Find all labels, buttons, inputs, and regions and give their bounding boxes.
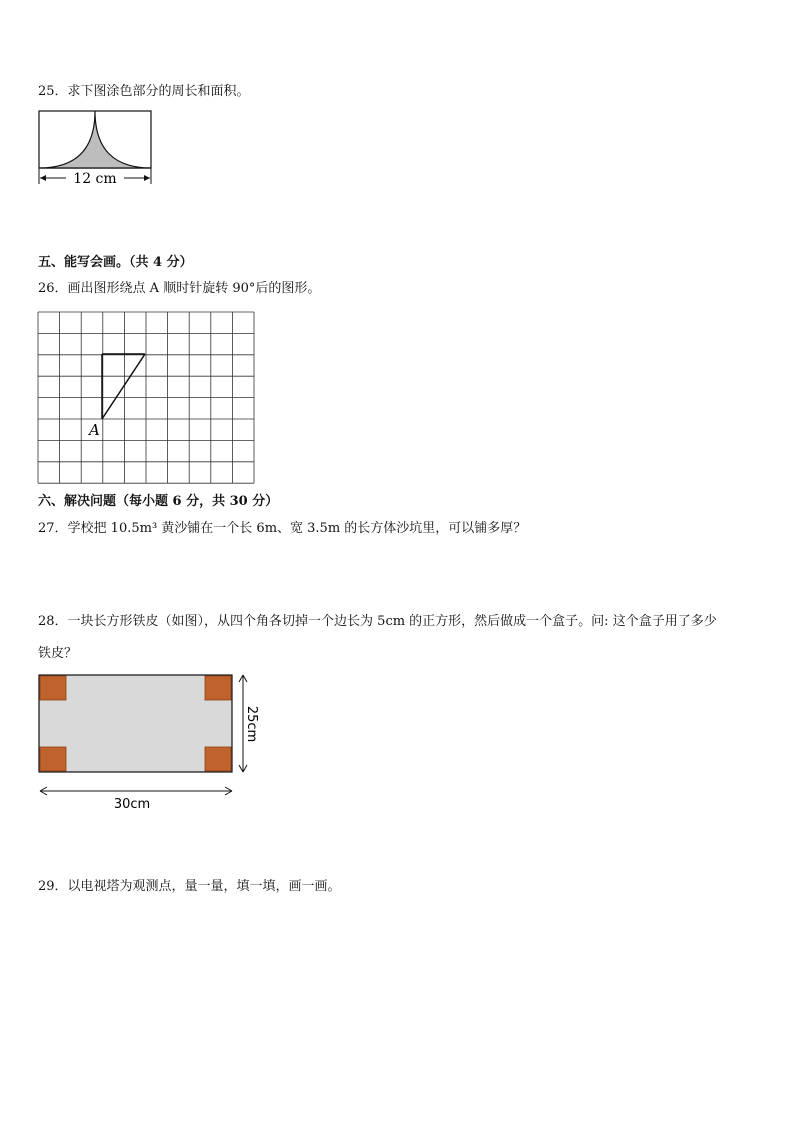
section-6-title: 六、解决问题（每小题 6 分，共 30 分） xyxy=(38,494,279,509)
question-27-text: 27．学校把 10.5m³ 黄沙铺在一个长 6m、宽 3.5m 的长方体沙坑里，可以铺多厚？ xyxy=(38,521,527,536)
width-label: 30cm xyxy=(113,797,151,812)
question-26-text: 26．画出图形绕点 A 顺时针旋转 90°后的图形。 xyxy=(38,281,321,296)
corner-square-tl xyxy=(40,676,66,700)
corner-square-tr xyxy=(205,676,231,700)
q25-figure xyxy=(36,108,156,188)
question-29-text: 29．以电视塔为观测点，量一量，填一填，画一画。 xyxy=(38,879,341,894)
section-5-title: 五、能写会画。（共 4 分） xyxy=(38,255,193,270)
metal-sheet xyxy=(39,675,232,772)
q28-figure xyxy=(36,670,266,820)
height-label: 25cm xyxy=(244,705,259,743)
question-25-text: 25．求下图涂色部分的周长和面积。 xyxy=(38,84,250,99)
point-a-label: A xyxy=(89,421,100,439)
corner-square-br xyxy=(205,747,231,771)
question-28-line1: 28．一块长方形铁皮（如图），从四个角各切掉一个边长为 5cm 的正方形，然后做成一个盒子。问: 这个盒子用了多少 xyxy=(38,614,717,629)
q26-grid-figure xyxy=(37,311,255,485)
corner-square-bl xyxy=(40,747,66,771)
question-28-line2: 铁皮？ xyxy=(38,646,78,661)
q25-dimension-label: 12 cm xyxy=(73,171,117,187)
